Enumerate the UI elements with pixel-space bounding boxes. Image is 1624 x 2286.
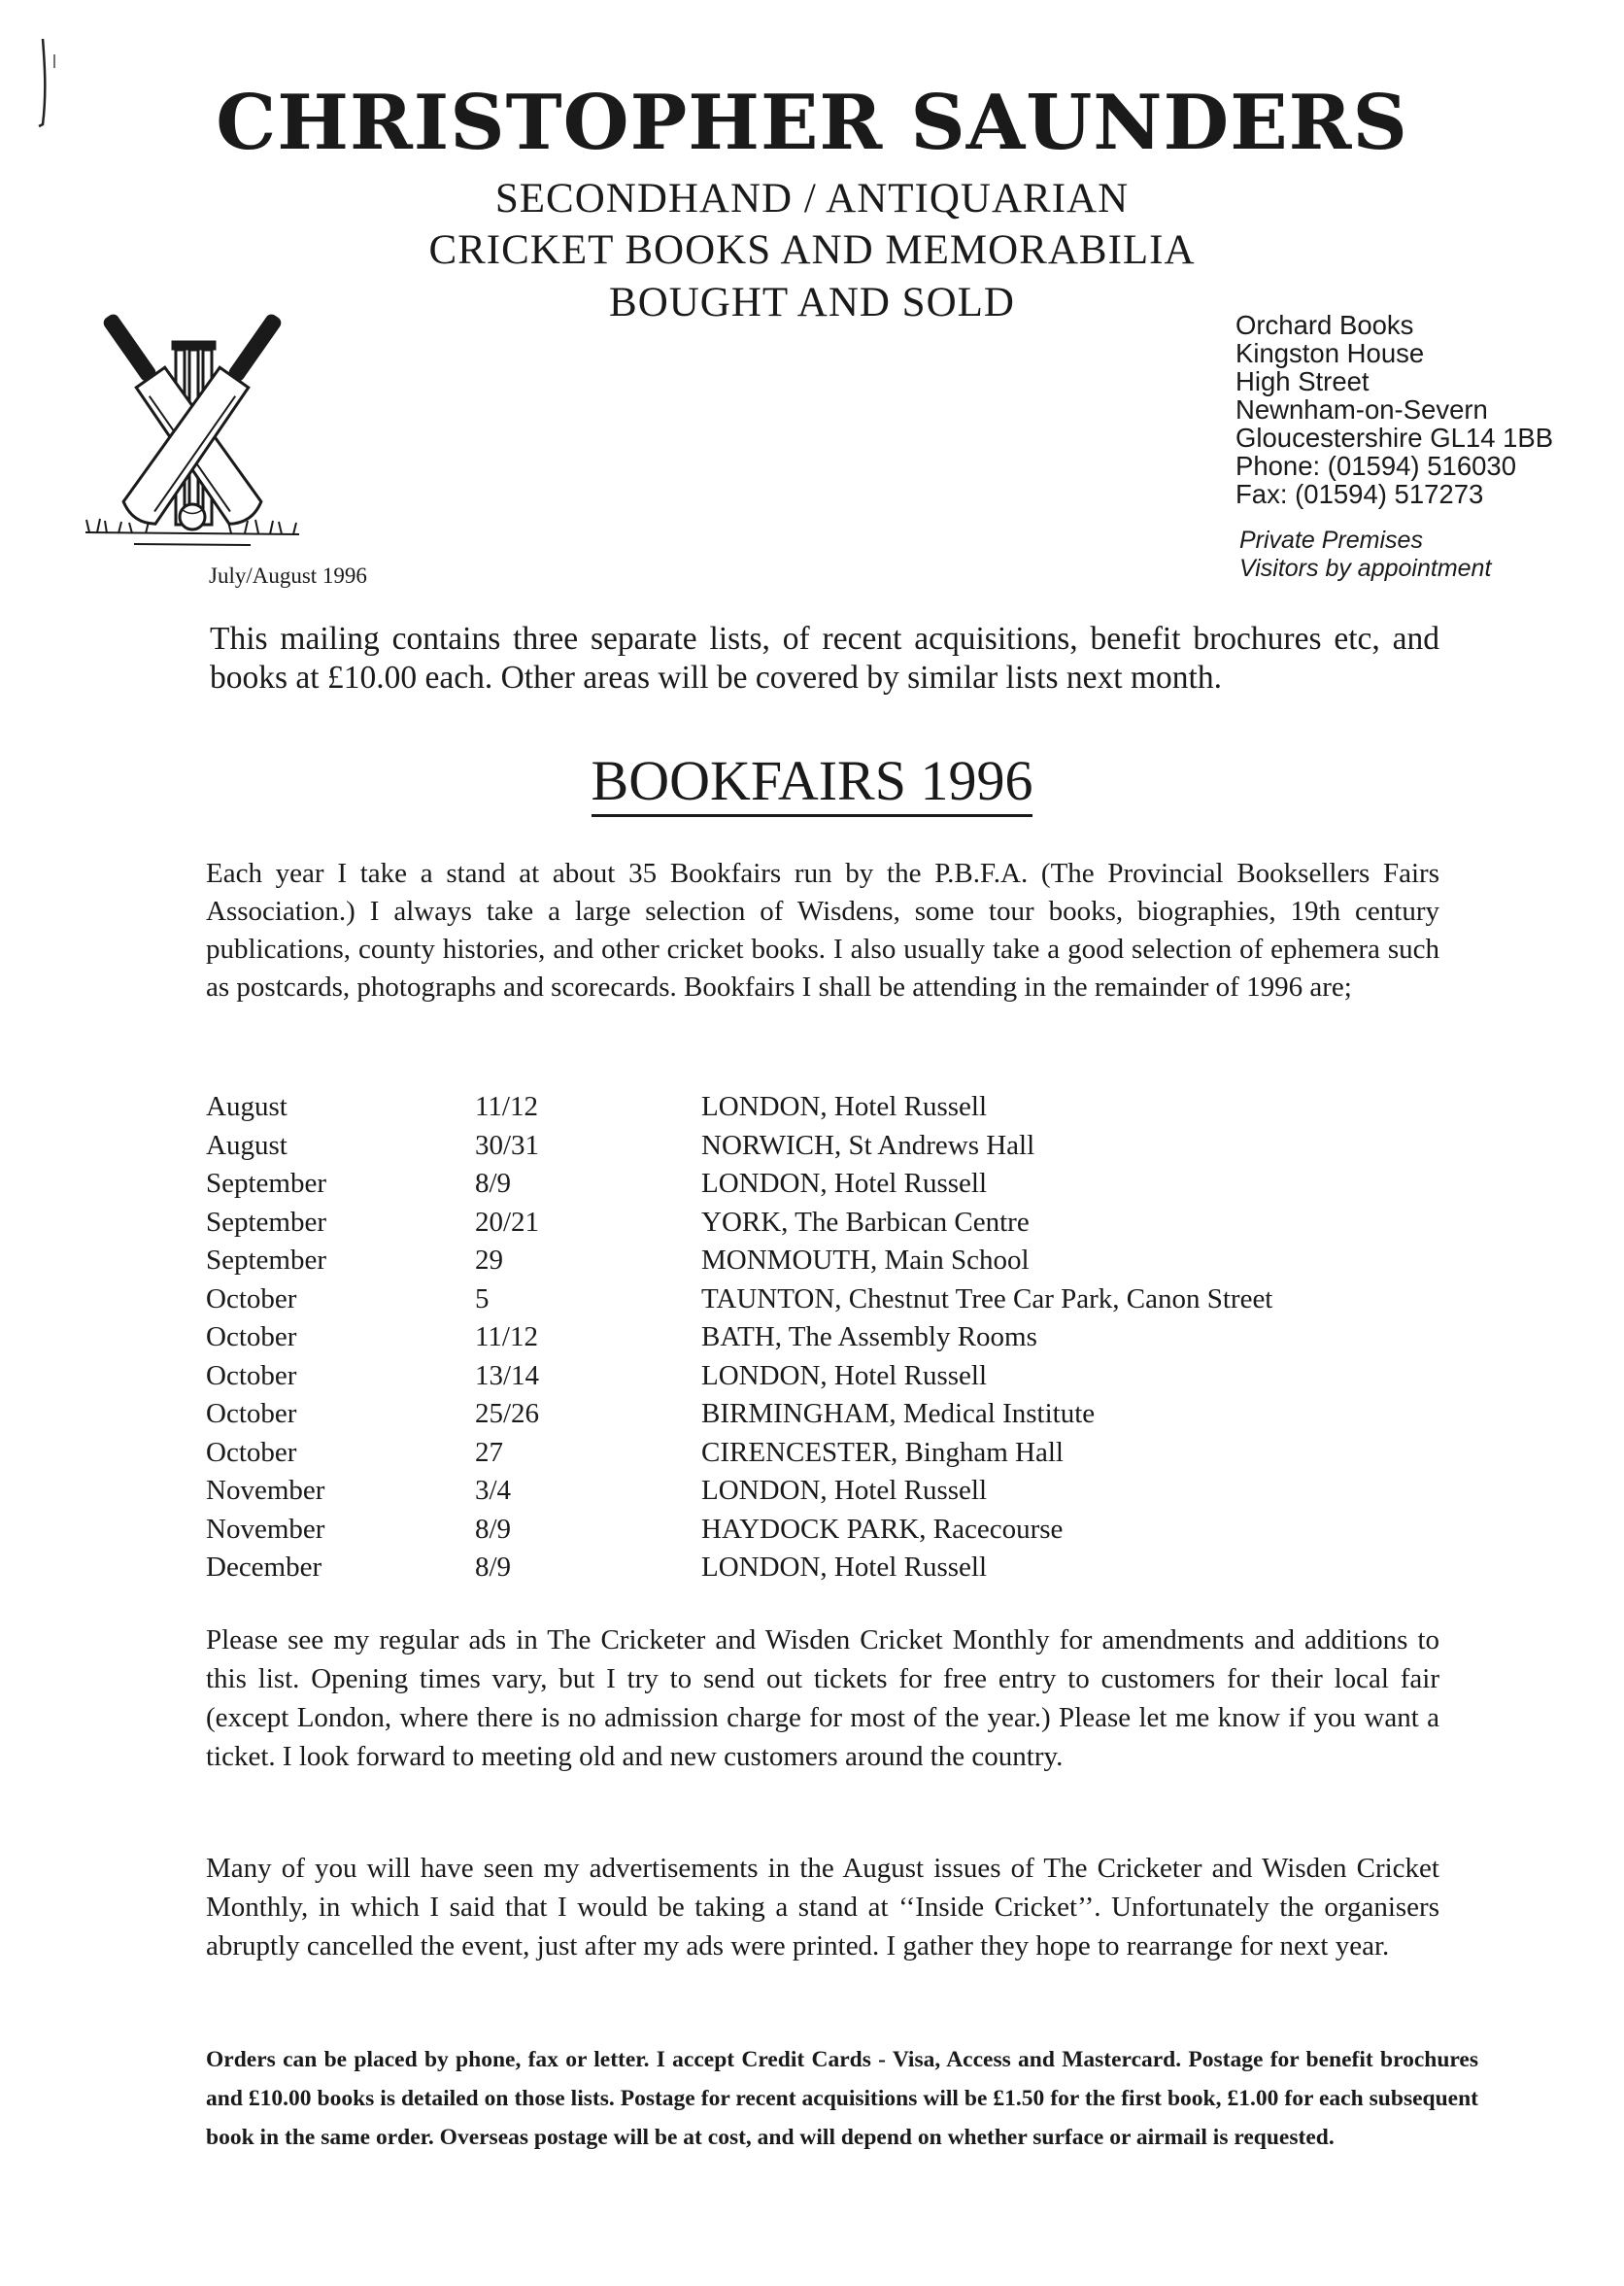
tickets-paragraph: Please see my regular ads in The Cricketer and Wisden Cricket Monthly for amendments and additions to this list. Opening times vary, but I try to send out tickets for free entry to customers for their local fair (except London, where there is no admission charge for most of the year.) Please let me know if you want a ticket. I look forward to meeting old and new customers around the country. <box>206 1624 1439 1772</box>
fair-month: October <box>206 1359 297 1391</box>
premises-line: Private Premises <box>1239 527 1423 554</box>
fair-month: September <box>206 1168 327 1199</box>
address-line: High Street <box>1235 366 1370 396</box>
fair-venue: LONDON, Hotel Russell <box>701 1552 988 1583</box>
fair-venue: BIRMINGHAM, Medical Institute <box>701 1398 1096 1429</box>
bookfairs-heading <box>0 749 1624 812</box>
fair-days: 5 <box>475 1282 490 1314</box>
subtitle-line-3: BOUGHT AND SOLD <box>609 280 1015 325</box>
fair-venue: LONDON, Hotel Russell <box>701 1168 988 1199</box>
fair-venue: YORK, The Barbican Centre <box>701 1206 1030 1238</box>
address-line: Orchard Books <box>1235 310 1414 340</box>
fair-venue: BATH, The Assembly Rooms <box>701 1321 1037 1352</box>
fair-row <box>206 1127 1469 1166</box>
fair-month: August <box>206 1129 288 1161</box>
premises-line: Visitors by appointment <box>1239 555 1492 582</box>
inside-cricket-paragraph: Many of you will have seen my advertisements in the August issues of The Cricketer and Wisden Cricket Monthly, in which I said that I would be taking a stand at ‘‘Inside Cricket’’. Unfortunately the organisers abruptly cancelled the event, just after my ads were printed. I gather they hope to rearrange for next year. <box>206 1853 1439 1962</box>
fair-days: 11/12 <box>475 1091 538 1122</box>
fair-month: October <box>206 1321 297 1352</box>
fair-row <box>206 1549 1469 1587</box>
fair-row <box>206 1472 1469 1511</box>
premises-note <box>1239 527 1618 583</box>
fair-month: October <box>206 1436 297 1468</box>
fair-month: September <box>206 1206 327 1238</box>
crossed-cricket-bats-and-stumps-icon <box>76 311 309 559</box>
phone-number: Phone: (01594) 516030 <box>1235 451 1516 481</box>
subtitle-line-1: SECONDHAND / ANTIQUARIAN <box>494 176 1130 222</box>
fair-month: November <box>206 1475 325 1506</box>
fair-days: 29 <box>475 1245 503 1276</box>
fair-month: November <box>206 1513 325 1545</box>
fair-row <box>206 1395 1469 1434</box>
address-block <box>1235 311 1614 508</box>
fair-row <box>206 1204 1469 1243</box>
bookfairs-paragraph: Each year I take a stand at about 35 Bookfairs run by the P.B.F.A. (The Provincial Booksellers Fairs Association.) I always take a large selection of Wisdens, some tour books, biographies, 19th century publications, county histories, and other cricket books. I also usually take a good selection of ephemera such as postcards, photographs and scorecards. Bookfairs I shall be attending in the remainder of 1996 are; <box>206 858 1439 1003</box>
fair-month: September <box>206 1245 327 1276</box>
subtitle-line-2: CRICKET BOOKS AND MEMORABILIA <box>428 227 1196 273</box>
fair-days: 8/9 <box>475 1168 512 1199</box>
address-line: Newnham-on-Severn <box>1235 394 1488 425</box>
fair-venue: TAUNTON, Chestnut Tree Car Park, Canon Street <box>701 1282 1273 1314</box>
fair-days: 3/4 <box>475 1475 512 1506</box>
fair-row <box>206 1242 1469 1280</box>
fair-row <box>206 1434 1469 1473</box>
fair-days: 30/31 <box>475 1129 540 1161</box>
fair-venue: LONDON, Hotel Russell <box>701 1091 988 1122</box>
fair-row <box>206 1280 1469 1319</box>
fair-month: August <box>206 1091 288 1122</box>
fair-venue: HAYDOCK PARK, Racecourse <box>701 1513 1064 1545</box>
fair-month: October <box>206 1398 297 1429</box>
fair-venue: LONDON, Hotel Russell <box>701 1359 988 1391</box>
fair-venue: CIRENCESTER, Bingham Hall <box>701 1436 1064 1468</box>
fair-days: 13/14 <box>475 1359 540 1391</box>
fair-month: December <box>206 1552 322 1583</box>
fair-days: 25/26 <box>475 1398 540 1429</box>
letterhead-title: CHRISTOPHER SAUNDERS <box>216 79 1408 167</box>
fair-venue: LONDON, Hotel Russell <box>701 1475 988 1506</box>
address-line: Gloucestershire GL14 1BB <box>1235 423 1554 453</box>
fair-days: 8/9 <box>475 1552 512 1583</box>
fair-row <box>206 1088 1469 1127</box>
fair-venue: NORWICH, St Andrews Hall <box>701 1129 1035 1161</box>
fair-month: October <box>206 1282 297 1314</box>
fair-row <box>206 1318 1469 1357</box>
address-line: Kingston House <box>1235 338 1425 368</box>
fair-row <box>206 1165 1469 1204</box>
fair-days: 20/21 <box>475 1206 540 1238</box>
intro-paragraph: This mailing contains three separate lists, of recent acquisitions, benefit brochures etc, and books at £10.00 each. Other areas will be covered by similar lists next month. <box>210 621 1439 696</box>
bookfairs-schedule <box>206 1088 1469 1587</box>
fair-venue: MONMOUTH, Main School <box>701 1245 1030 1276</box>
bookfairs-heading-text: BOOKFAIRS 1996 <box>592 749 1033 817</box>
fair-days: 8/9 <box>475 1513 512 1545</box>
orders-postage-note: Orders can be placed by phone, fax or letter. I accept Credit Cards - Visa, Access and Mastercard. Postage for benefit brochures and £10.00 books is detailed on those lists. Postage for recent acquisitions will be £1.50 for the first book, £1.00 for each subsequent book in the same order. Overseas postage will be at cost, and will depend on whether surface or airmail is requested. <box>206 2047 1478 2150</box>
fair-days: 27 <box>475 1436 503 1468</box>
fax-number: Fax: (01594) 517273 <box>1235 479 1484 509</box>
fair-days: 11/12 <box>475 1321 538 1352</box>
fair-row <box>206 1357 1469 1396</box>
issue-date: July/August 1996 <box>209 563 367 588</box>
fair-row <box>206 1511 1469 1550</box>
